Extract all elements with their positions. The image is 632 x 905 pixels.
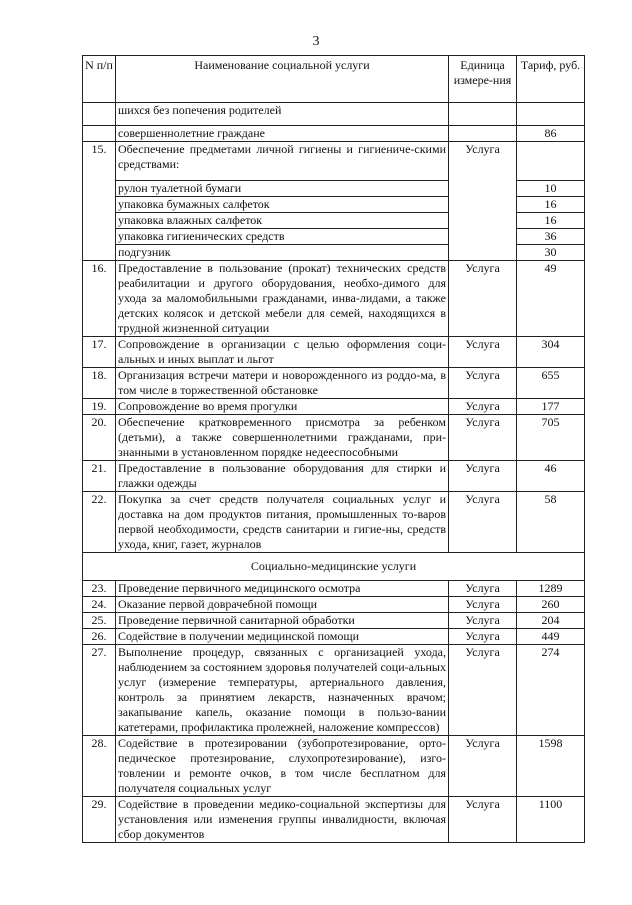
table-row <box>83 492 585 553</box>
row-num: 16. <box>83 261 116 337</box>
table-row <box>83 581 585 597</box>
row-price: 36 <box>517 229 585 245</box>
row-price: 304 <box>517 337 585 368</box>
section-header-row <box>83 553 585 581</box>
row-unit: Услуга <box>449 645 517 736</box>
row-name: Предоставление в пользование (прокат) технических средств реабилитации и другого оборудования, необхо-димого для ухода за маломобильными гражданами, инва-лидами, а также детских колясок и детской мебели для семей, находящихся в трудной жизненной ситуации <box>116 261 449 337</box>
row-num: 21. <box>83 461 116 492</box>
row-num: 20. <box>83 415 116 461</box>
header-unit: Единица измере-ния <box>449 56 517 103</box>
row-num: 17. <box>83 337 116 368</box>
table-row <box>83 797 585 843</box>
row-num: 27. <box>83 645 116 736</box>
row-sub-name: упаковка гигиенических средств <box>116 229 449 245</box>
row-unit: Услуга <box>449 797 517 843</box>
row-price: 177 <box>517 399 585 415</box>
row-price: 49 <box>517 261 585 337</box>
page-number: 3 <box>312 34 320 49</box>
row-num: 15. <box>83 142 116 261</box>
row-name: Предоставление в пользование оборудования для стирки и глажки одежды <box>116 461 449 492</box>
row-sub-name: рулон туалетной бумаги <box>116 181 449 197</box>
row-num: 23. <box>83 581 116 597</box>
row-num: 18. <box>83 368 116 399</box>
row-sub-name: упаковка влажных салфеток <box>116 213 449 229</box>
row-price: 449 <box>517 629 585 645</box>
row-name: Проведение первичного медицинского осмотра <box>116 581 449 597</box>
row-price: 1289 <box>517 581 585 597</box>
row-name: Содействие в получении медицинской помощи <box>116 629 449 645</box>
row-name: Обеспечение кратковременного присмотра за ребенком (детьми), а также совершеннолетними гражданами, при-знанными в установленном порядке недееспособными <box>116 415 449 461</box>
row-unit: Услуга <box>449 142 517 261</box>
row-unit: Услуга <box>449 629 517 645</box>
row-unit: Услуга <box>449 415 517 461</box>
row-sub-name: подгузник <box>116 245 449 261</box>
row-name: Проведение первичной санитарной обработки <box>116 613 449 629</box>
section-title: Социально-медицинские услуги <box>83 553 585 581</box>
row-num: 28. <box>83 736 116 797</box>
row-num: 24. <box>83 597 116 613</box>
row-price: 204 <box>517 613 585 629</box>
row-name: Содействие в протезировании (зубопротезирование, орто-педическое протезирование, слухопротезирование), изго-товлении и ремонте очков, в том числе бесплатном для получателя социальных услуг <box>116 736 449 797</box>
row-price: 58 <box>517 492 585 553</box>
table-row <box>83 337 585 368</box>
row-sub-name: упаковка бумажных салфеток <box>116 197 449 213</box>
table-row <box>83 613 585 629</box>
table-row <box>83 645 585 736</box>
row-price: 260 <box>517 597 585 613</box>
row-name: Выполнение процедур, связанных с организацией ухода, наблюдением за состоянием здоровья получателей соци-альных услуг (измерение температуры, артериального давления, контроль за принятием лекарств, назначенных врачом; закапывание капель, оказание помощи в пользо-вании катетерами, профилактика пролежней, наложение компрессов) <box>116 645 449 736</box>
row-name: шихся без попечения родителей <box>116 103 449 126</box>
row-unit: Услуга <box>449 368 517 399</box>
row-name: Оказание первой доврачебной помощи <box>116 597 449 613</box>
row-unit: Услуга <box>449 613 517 629</box>
row-num: 22. <box>83 492 116 553</box>
table-row <box>83 126 585 142</box>
header-name: Наименование социальной услуги <box>116 56 449 103</box>
services-tariff-table <box>82 55 585 843</box>
header-price: Тариф, руб. <box>517 56 585 103</box>
row-num: 26. <box>83 629 116 645</box>
row-price: 46 <box>517 461 585 492</box>
row-num: 29. <box>83 797 116 843</box>
row-name: Содействие в проведении медико-социальной экспертизы для установления или изменения группы инвалидности, включая сбор документов <box>116 797 449 843</box>
row-price: 30 <box>517 245 585 261</box>
row-name: Сопровождение в организации с целью оформления соци-альных и иных выплат и льгот <box>116 337 449 368</box>
row-price: 1598 <box>517 736 585 797</box>
row-name: Обеспечение предметами личной гигиены и гигиениче-скими средствами: <box>116 142 449 181</box>
row-unit: Услуга <box>449 261 517 337</box>
table-row <box>83 415 585 461</box>
row-unit: Услуга <box>449 461 517 492</box>
header-num: N п/п <box>83 56 116 103</box>
table-row <box>83 399 585 415</box>
row-unit: Услуга <box>449 736 517 797</box>
table-row <box>83 461 585 492</box>
row-price: 655 <box>517 368 585 399</box>
row-price: 1100 <box>517 797 585 843</box>
table-row <box>83 629 585 645</box>
table-row <box>83 597 585 613</box>
row-price: 705 <box>517 415 585 461</box>
row-name: совершеннолетние граждане <box>116 126 449 142</box>
row-price: 10 <box>517 181 585 197</box>
row-price: 16 <box>517 197 585 213</box>
table-header-row <box>83 56 585 103</box>
table-row <box>83 142 585 181</box>
row-num: 19. <box>83 399 116 415</box>
row-unit: Услуга <box>449 492 517 553</box>
row-price: 16 <box>517 213 585 229</box>
row-unit: Услуга <box>449 581 517 597</box>
row-name: Сопровождение во время прогулки <box>116 399 449 415</box>
row-unit: Услуга <box>449 399 517 415</box>
row-price: 274 <box>517 645 585 736</box>
row-unit: Услуга <box>449 337 517 368</box>
table-row <box>83 103 585 126</box>
row-num: 25. <box>83 613 116 629</box>
table-row <box>83 736 585 797</box>
row-unit: Услуга <box>449 597 517 613</box>
table-row <box>83 261 585 337</box>
row-name: Организация встречи матери и новорожденного из роддо-ма, в том числе в торжественной обстановке <box>116 368 449 399</box>
table-row <box>83 368 585 399</box>
row-price: 86 <box>517 126 585 142</box>
row-name: Покупка за счет средств получателя социальных услуг и доставка на дом продуктов питания, промышленных то-варов первой необходимости, средств санитарии и гигие-ны, средств ухода, книг, газет, журналов <box>116 492 449 553</box>
